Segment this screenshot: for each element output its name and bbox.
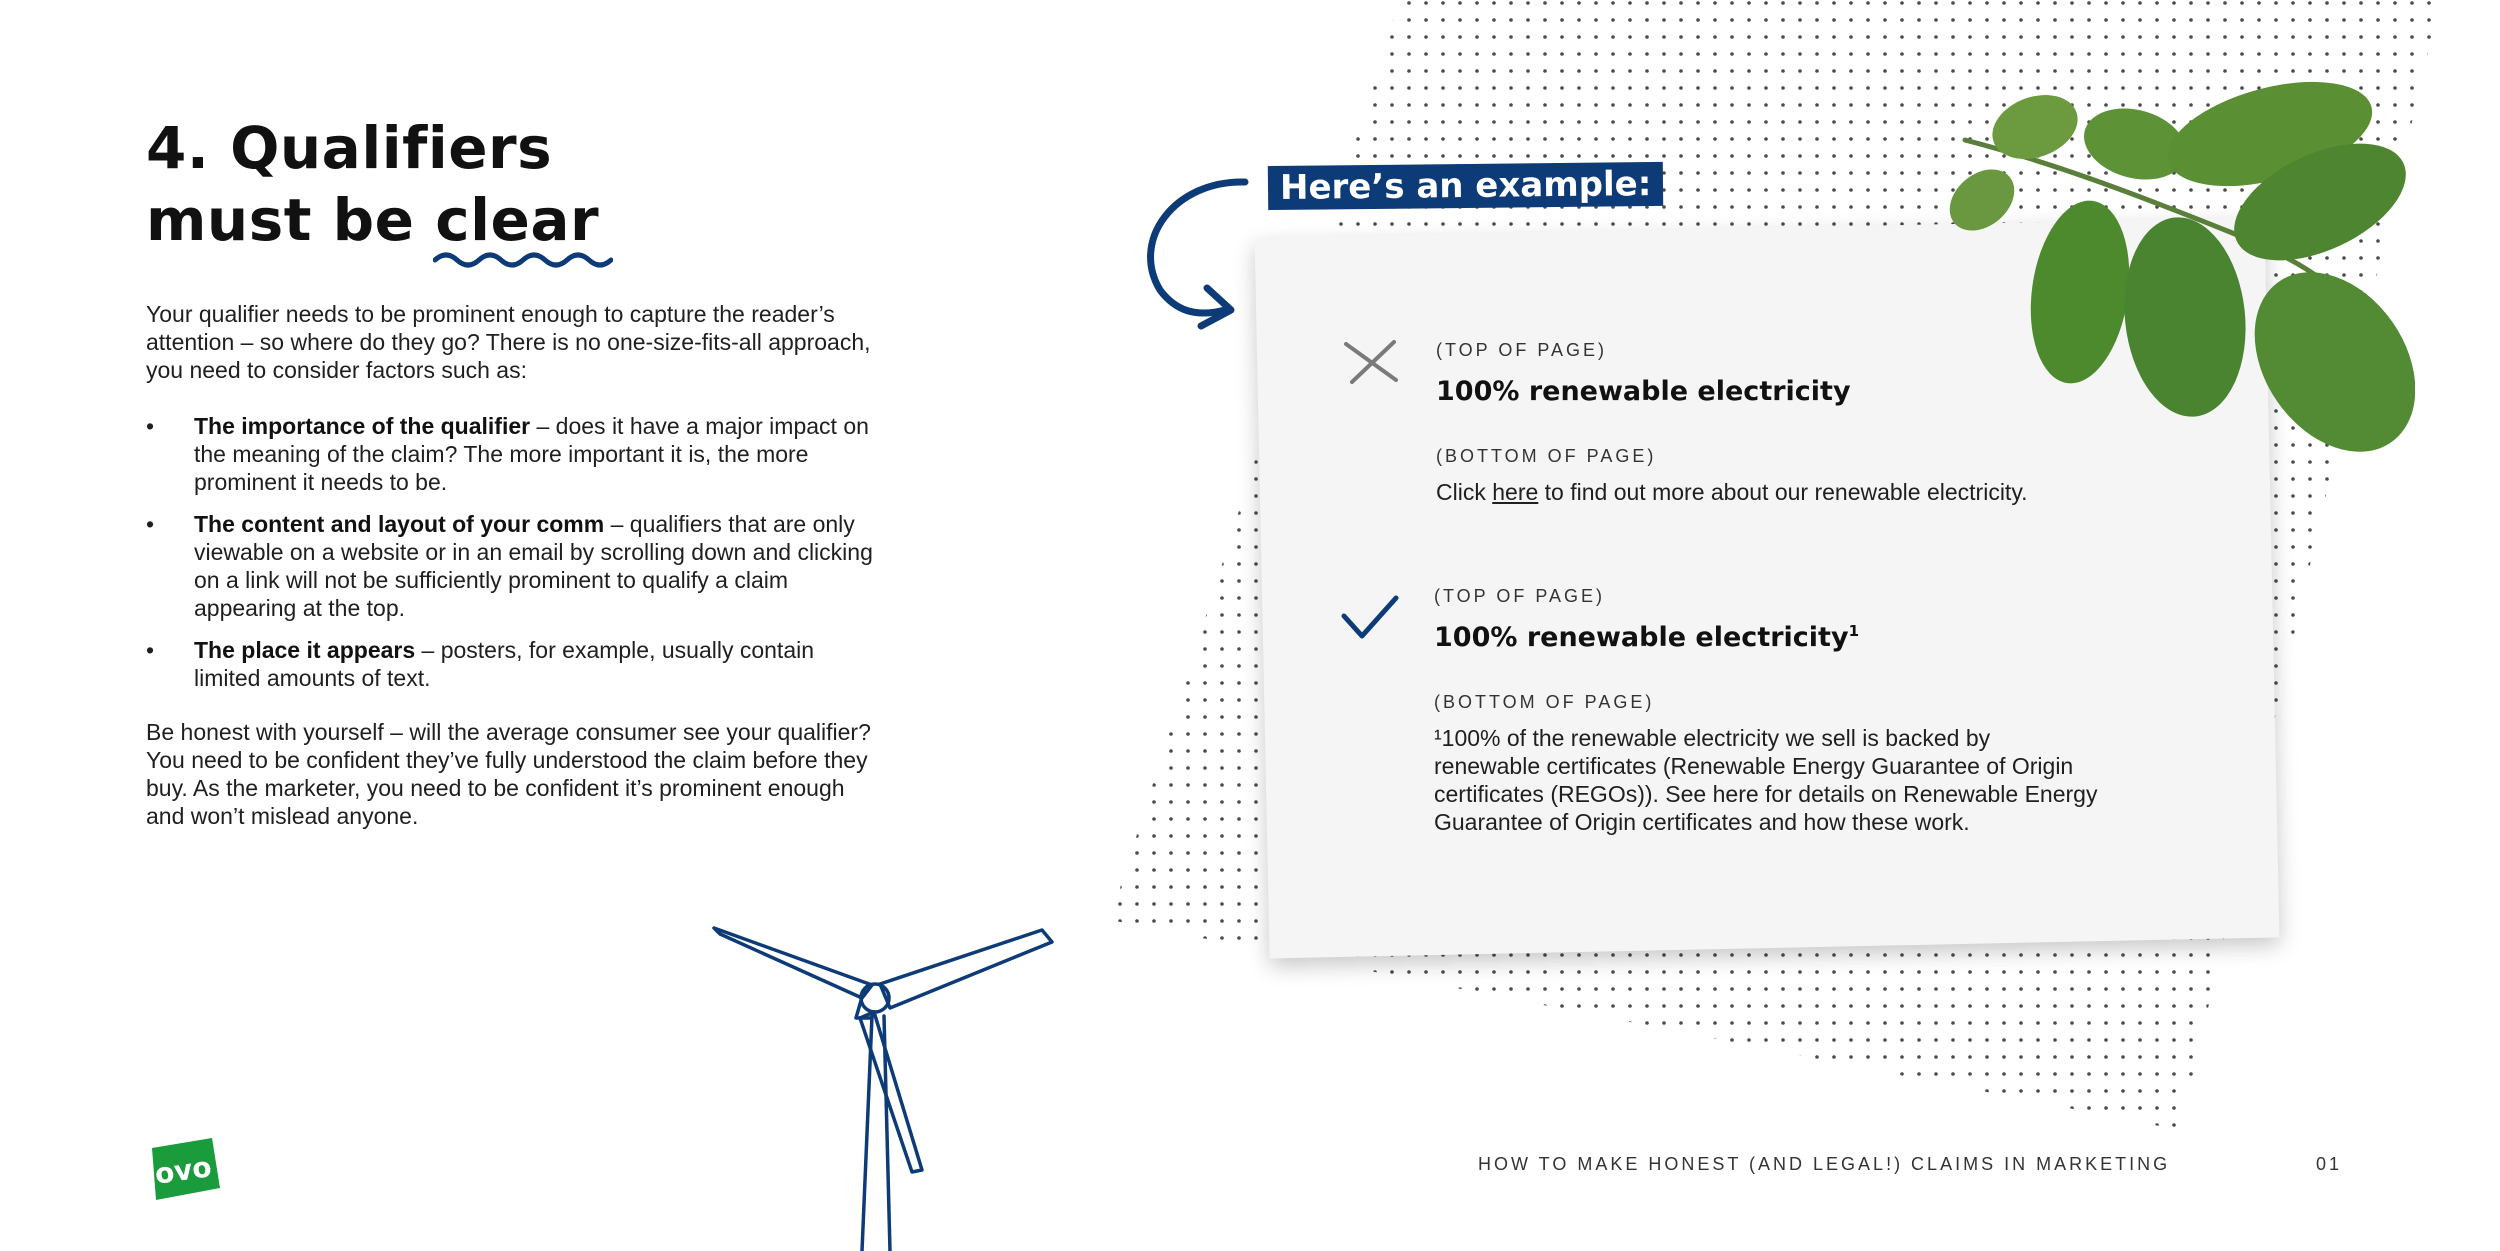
footnote-line: Guarantee of Origin certificates and how these work. [1434,809,1970,835]
factor-text: – does it have a major impact on the meaning of the claim? The more important it is, the more prominent it needs to be. [194,413,869,495]
here-link[interactable]: here [1492,479,1539,505]
good-claim-text: 100% renewable electricity [1434,622,1849,653]
page-number: 01 [2316,1154,2343,1174]
bad-text-after: to find out more about our renewable electricity. [1538,479,2028,505]
list-item [146,510,886,622]
factor-term: The content and layout of your comm [194,511,605,537]
factor-term: The place it appears [194,637,416,663]
factor-term: The importance of the qualifier [194,413,531,439]
curved-arrow-icon [1135,170,1255,335]
outro-paragraph: Be honest with yourself – will the average consumer see your qualifier? You need to be confident they’ve fully understood the claim before they buy. As the marketer, you need to be confident it’s prominent enough and won’t mislead anyone. [146,719,871,829]
logo-text: ovo [152,1150,214,1191]
title-emphasis-word [435,184,599,256]
checkmark-icon [1340,594,1400,642]
example-label: Here’s an example: [1268,162,1664,210]
list-item [146,636,886,692]
footnote-line: renewable certificates (Renewable Energy Guarantee of Origin [1434,753,2074,779]
bad-top-label: (TOP OF PAGE) [1436,340,1608,360]
bad-claim: 100% renewable electricity [1436,376,1851,407]
title-line-2 [146,184,599,256]
leaf-branch-icon [1940,62,2415,472]
good-bottom-label: (BOTTOM OF PAGE) [1434,692,1655,712]
squiggle-underline-icon [433,250,613,270]
good-top-label: (TOP OF PAGE) [1434,586,1606,606]
footnote-mark: 1 [1848,622,1859,640]
footnote-line: ¹100% of the renewable electricity we sell is backed by [1434,725,1991,751]
footer-title: HOW TO MAKE HONEST (AND LEGAL!) CLAIMS IN MARKETING [1478,1154,2171,1174]
intro-paragraph: Your qualifier needs to be prominent enough to capture the reader’s attention – so where do they go? There is no one-size-fits-all approach, you need to consider factors such as: [146,301,871,383]
bad-qualifier-text [1436,478,2028,506]
factors-list [146,412,886,706]
list-item [146,412,886,496]
factor-text: – posters, for example, usually contain limited amounts of text. [194,637,815,691]
ovo-logo [146,1138,220,1200]
bad-text-before: Click [1436,479,1493,505]
wind-turbine-icon [712,920,1072,1251]
factor-text: – qualifiers that are only viewable on a website or in an email by scrolling down and clicking on a link will not be sufficiently prominent to qualify a claim appearing at the top. [194,511,873,621]
good-claim [1434,622,1859,653]
bad-bottom-label: (BOTTOM OF PAGE) [1436,446,1657,466]
footnote-line: certificates (REGOs)). See here for details on Renewable Energy [1434,781,2098,807]
title-line-1: 4. Qualifiers [146,114,553,182]
title-emphasis-text: clear [435,186,600,254]
page-title [146,112,599,256]
title-line-2-start: must be [146,186,436,254]
cross-icon [1342,340,1400,384]
good-qualifier-text [1434,724,2214,836]
